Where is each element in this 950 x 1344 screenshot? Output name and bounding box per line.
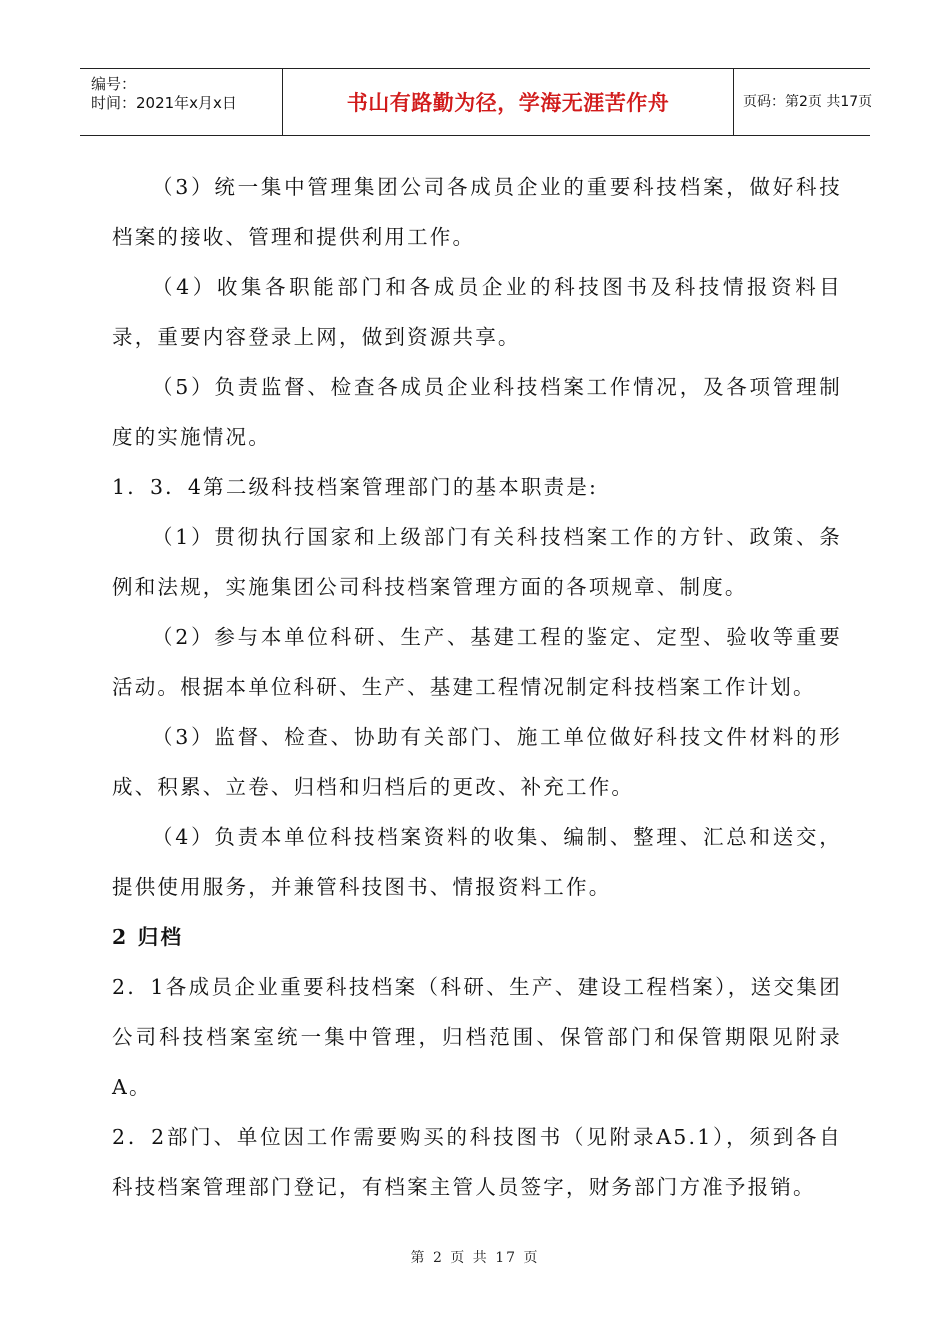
paragraph-2-2: 2．2部门、单位因工作需要购买的科技图书（见附录A5.1），须到各自科技档案管理部门登记，有档案主管人员签字，财务部门方准予报销。 — [112, 1125, 842, 1199]
paragraph-duty-3: （3）统一集中管理集团公司各成员企业的重要科技档案，做好科技档案的接收、管理和提供利用工作。 — [112, 175, 842, 249]
paragraph-level2-duty-4: （4）负责本单位科技档案资料的收集、编制、整理、汇总和送交，提供使用服务，并兼管科技图书、情报资料工作。 — [112, 825, 842, 899]
paragraph-level2-duty-2: （2）参与本单位科研、生产、基建工程的鉴定、定型、验收等重要活动。根据本单位科研、生产、基建工程情况制定科技档案工作计划。 — [112, 625, 842, 699]
document-date-label: 时间：2021年x月x日 — [91, 94, 237, 112]
paragraph-level2-duty-1: （1）贯彻执行国家和上级部门有关科技档案工作的方针、政策、条例和法规，实施集团公司科技档案管理方面的各项规章、制度。 — [112, 525, 842, 599]
paragraph-2-1: 2．1各成员企业重要科技档案（科研、生产、建设工程档案），送交集团公司科技档案室统一集中管理，归档范围、保管部门和保管期限见附录A。 — [112, 975, 842, 1099]
page-header — [80, 68, 873, 136]
header-info-cell — [80, 69, 282, 135]
paragraph-duty-4: （4）收集各职能部门和各成员企业的科技图书及科技情报资料目录，重要内容登录上网，做到资源共享。 — [112, 275, 842, 349]
document-number-label: 编号： — [91, 75, 137, 93]
paragraph-duty-5: （5）负责监督、检查各成员企业科技档案工作情况，及各项管理制度的实施情况。 — [112, 375, 842, 449]
page-footer: 第 2 页 共 17 页 — [410, 1250, 540, 1266]
document-body — [112, 162, 842, 1212]
header-page-cell — [734, 69, 873, 135]
paragraph-level2-duty-3: （3）监督、检查、协助有关部门、施工单位做好科技文件材料的形成、积累、立卷、归档和归档后的更改、补充工作。 — [112, 725, 842, 799]
section-1-3-4-title: 1．3．4第二级科技档案管理部门的基本职责是: — [112, 475, 599, 499]
header-motto: 书山有路勤为径，学海无涯苦作舟 — [346, 91, 670, 115]
header-page-number: 页码：第2页 共17页 — [743, 94, 873, 110]
section-2-heading: 2 归档 — [112, 925, 184, 949]
header-motto-cell — [282, 69, 734, 135]
